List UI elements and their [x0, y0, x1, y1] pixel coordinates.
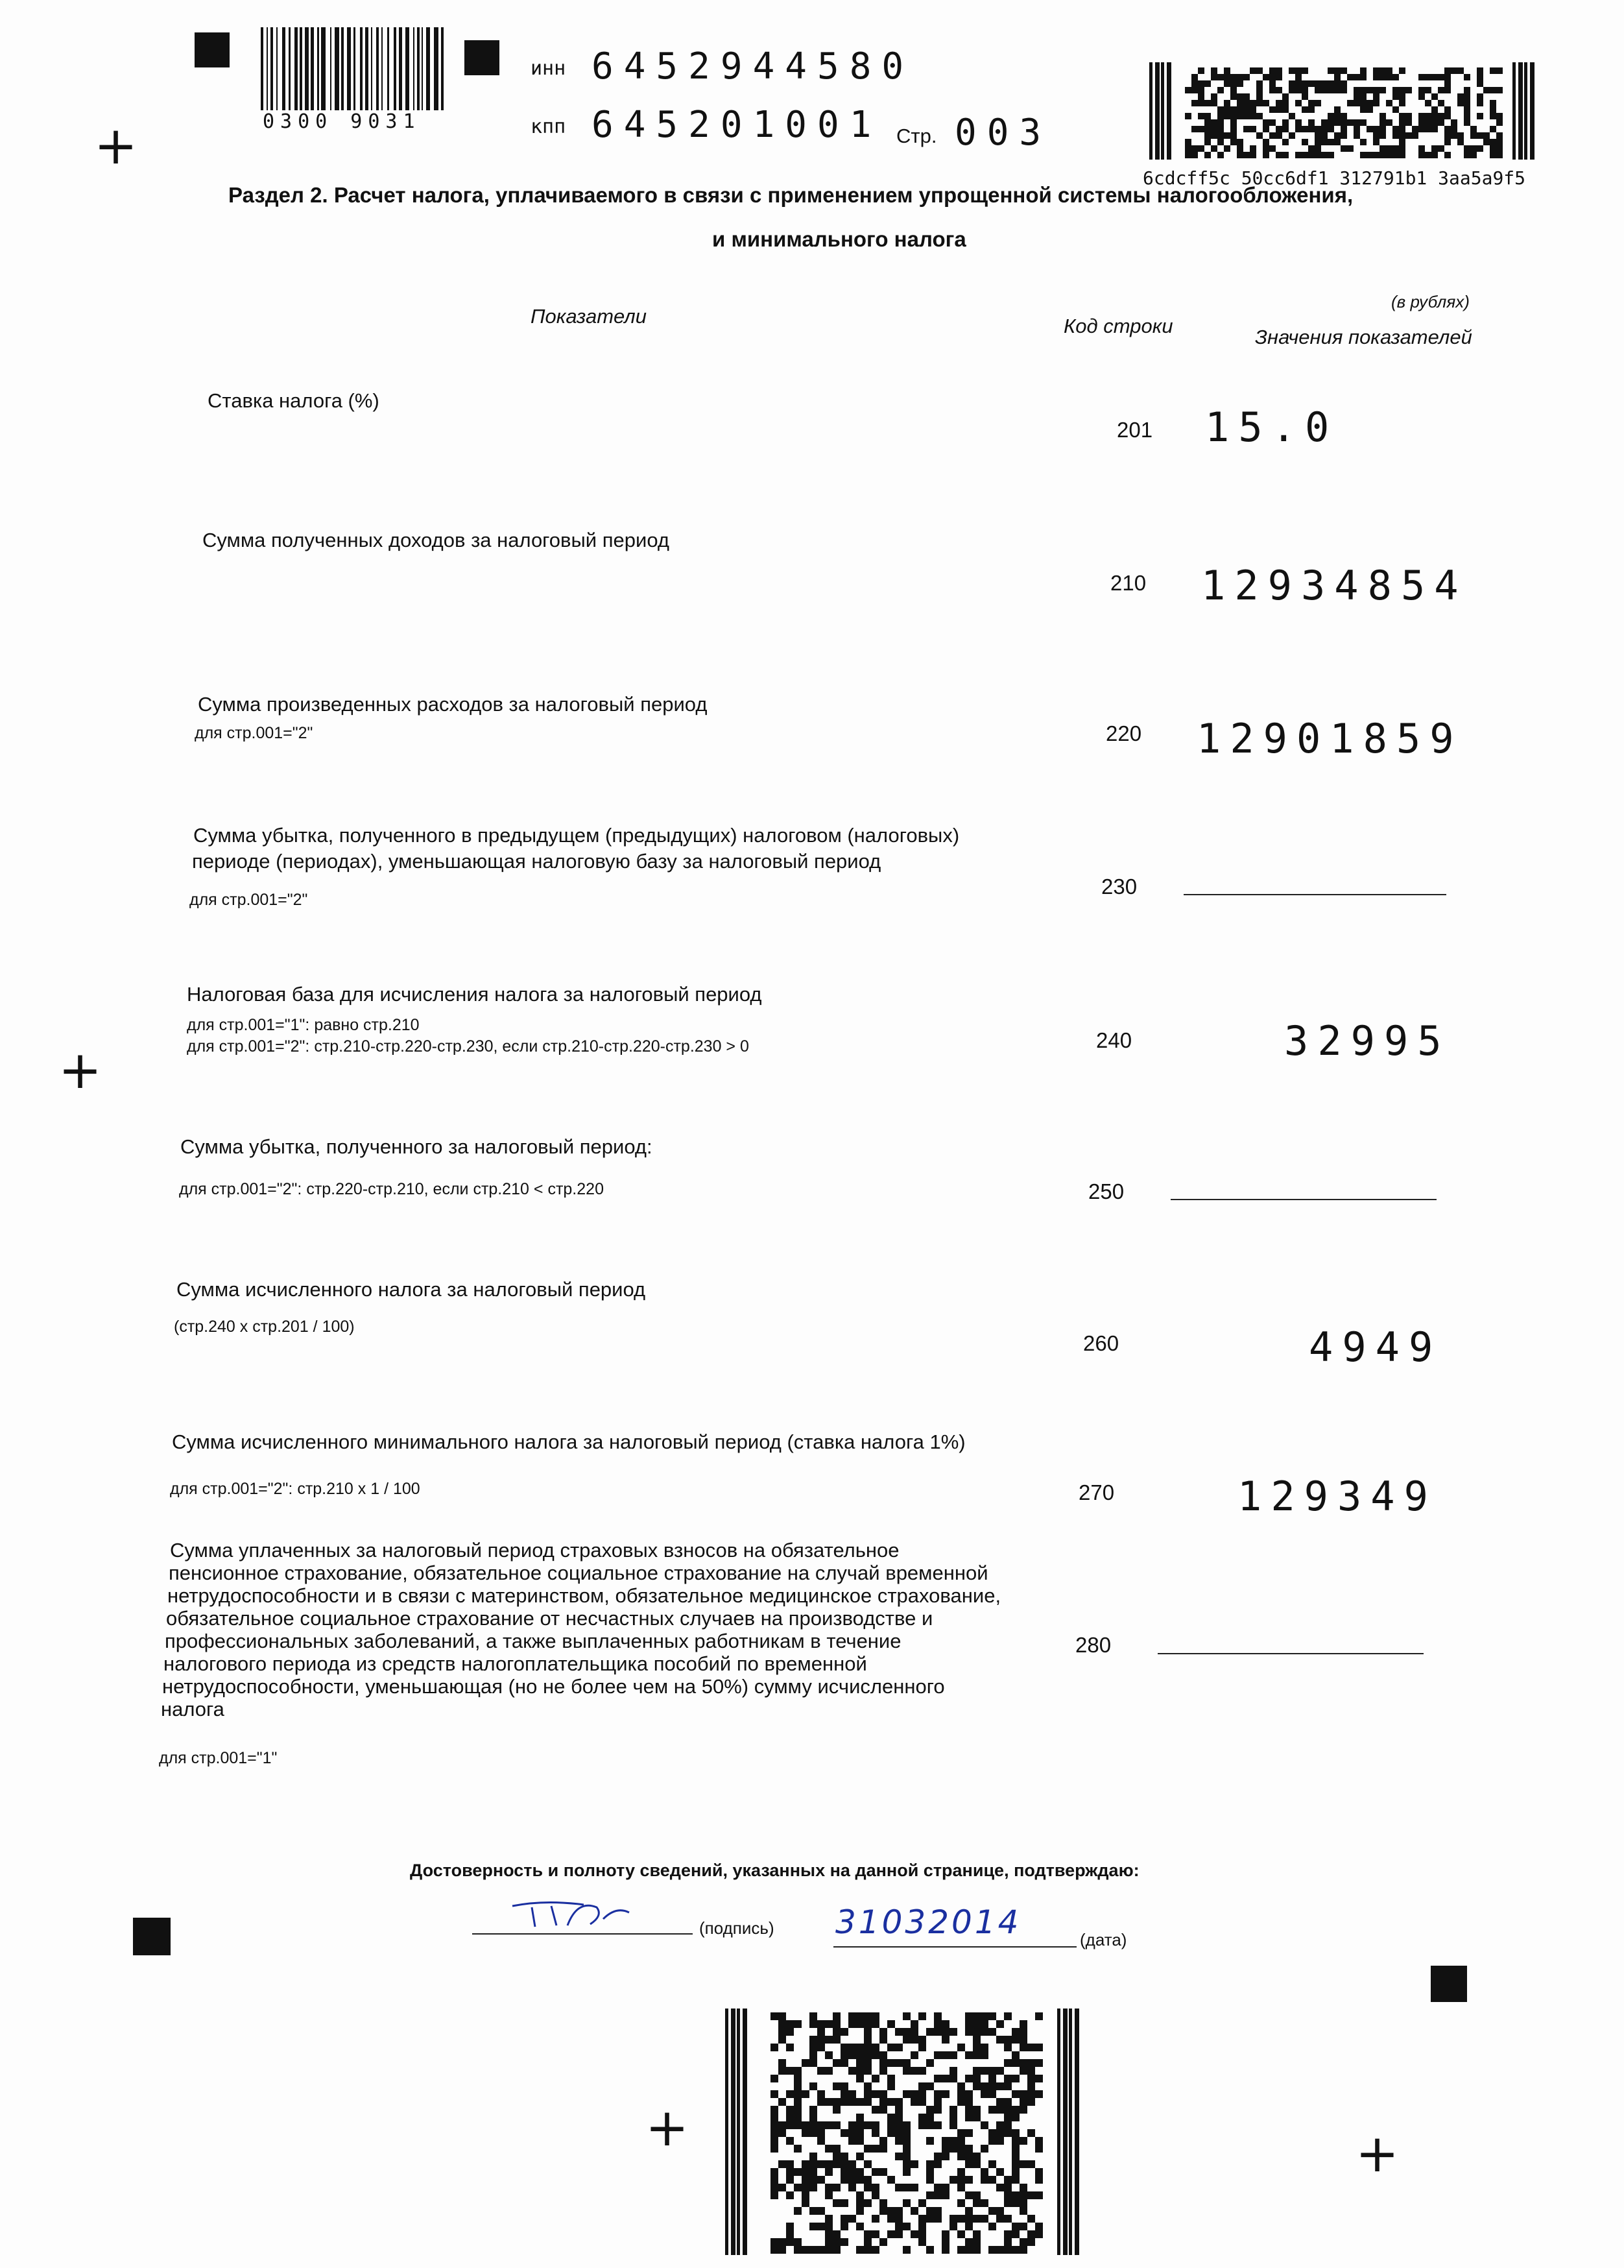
empty-value-line	[1171, 1199, 1437, 1200]
barcode-2d	[725, 2009, 1083, 2255]
row-code: 201	[1117, 418, 1153, 442]
row-note: (стр.240 x стр.201 / 100)	[174, 1318, 355, 1336]
row-note: для стр.001="1": равно стр.210	[187, 1016, 420, 1034]
signature	[506, 1893, 649, 1932]
barcode-number: 0300 9031	[263, 110, 421, 133]
row-note: для стр.001="2": стр.220-стр.210, если стр.210 < стр.220	[179, 1180, 604, 1198]
row-note: для стр.001="2"	[189, 891, 308, 909]
row-label: налога	[161, 1698, 224, 1720]
date-value: 31032014	[835, 1903, 1021, 1941]
row-label: пенсионное страхование, обязательное социальное страхование на случай временной	[169, 1562, 988, 1584]
row-label: нетрудоспособности, уменьшающая (но не более чем на 50%) сумму исчисленного	[162, 1675, 945, 1698]
hash-code: 6cdcff5c 50cc6df1 312791b1 3aa5a9f5	[1143, 167, 1526, 189]
section-title-line2: и минимального налога	[712, 227, 966, 251]
row-label: нетрудоспособности и в связи с материнством, обязательное медицинское страхование,	[167, 1584, 1001, 1607]
registration-square	[133, 1918, 171, 1955]
row-label: Ставка налога (%)	[208, 389, 379, 412]
inn-label: инн	[531, 57, 566, 80]
signature-line	[472, 1933, 693, 1935]
barcode-2d	[1149, 62, 1538, 160]
registration-cross: +	[1355, 2123, 1400, 2184]
row-code: 220	[1106, 721, 1142, 745]
signature-label: (подпись)	[699, 1918, 774, 1938]
inn-value: 6452944580	[591, 45, 914, 88]
row-value: 12934854	[1201, 562, 1468, 609]
barcode	[258, 27, 446, 112]
row-value: 129349	[1237, 1473, 1437, 1520]
empty-value-line	[1184, 894, 1446, 895]
kpp-label: кпп	[531, 115, 566, 138]
row-label: обязательное социальное страхование от несчастных случаев на производстве и	[166, 1607, 933, 1630]
units-note: (в рублях)	[1391, 292, 1470, 311]
row-code: 210	[1110, 571, 1147, 595]
row-value: 15.0	[1205, 404, 1339, 451]
row-code: 260	[1083, 1331, 1119, 1355]
row-note: для стр.001="2"	[195, 724, 313, 742]
empty-value-line	[1158, 1653, 1424, 1654]
row-note: для стр.001="1"	[159, 1749, 278, 1767]
page-value: 003	[955, 112, 1052, 154]
registration-square	[464, 40, 499, 75]
row-label: Сумма уплаченных за налоговый период страховых взносов на обязательное	[170, 1539, 900, 1562]
row-label: налогового периода из средств налогоплательщика пособий по временной	[163, 1652, 867, 1675]
row-value: 32995	[1284, 1017, 1451, 1065]
row-value: 4949	[1309, 1323, 1442, 1371]
row-label: Сумма произведенных расходов за налоговый период	[198, 693, 708, 716]
registration-cross: +	[94, 115, 138, 176]
row-label: Сумма исчисленного минимального налога за налоговый период (ставка налога 1%)	[172, 1430, 966, 1453]
row-label: Сумма убытка, полученного в предыдущем (предыдущих) налоговом (налоговых)	[193, 824, 960, 847]
row-code: 270	[1079, 1480, 1115, 1504]
registration-square	[1431, 1966, 1467, 2002]
column-header-code: Код строки	[1064, 315, 1173, 337]
date-line	[833, 1946, 1077, 1948]
row-note: для стр.001="2": стр.210 x 1 / 100	[170, 1480, 420, 1498]
confirmation-text: Достоверность и полноту сведений, указанных на данной странице, подтверждаю:	[410, 1861, 1140, 1880]
row-label: профессиональных заболеваний, а также выплаченных работникам в течение	[165, 1630, 902, 1652]
row-label: Налоговая база для исчисления налога за налоговый период	[187, 983, 762, 1006]
date-label: (дата)	[1080, 1930, 1127, 1949]
row-value: 12901859	[1197, 715, 1463, 762]
row-code: 250	[1088, 1179, 1125, 1203]
row-label: Сумма полученных доходов за налоговый период	[202, 529, 669, 551]
row-label-line2: периоде (периодах), уменьшающая налоговую базу за налоговый период	[192, 850, 881, 873]
row-label: Сумма исчисленного налога за налоговый период	[176, 1278, 646, 1301]
row-label: Сумма убытка, полученного за налоговый период:	[180, 1135, 652, 1158]
column-header-values: Значения показателей	[1255, 326, 1472, 348]
section-title: Раздел 2. Расчет налога, уплачиваемого в связи с применением упрощенной системы налогообложения,	[228, 183, 1354, 207]
row-code: 230	[1101, 875, 1138, 899]
row-note: для стр.001="2": стр.210-стр.220-стр.230, если стр.210-стр.220-стр.230 > 0	[187, 1037, 749, 1056]
row-code: 240	[1096, 1028, 1132, 1052]
registration-cross: +	[58, 1040, 102, 1100]
kpp-value: 645201001	[591, 104, 882, 146]
registration-cross: +	[645, 2097, 689, 2158]
registration-square	[195, 32, 230, 67]
row-code: 280	[1075, 1633, 1112, 1657]
page-label: Стр.	[896, 125, 937, 147]
column-header-indicators: Показатели	[531, 305, 647, 328]
